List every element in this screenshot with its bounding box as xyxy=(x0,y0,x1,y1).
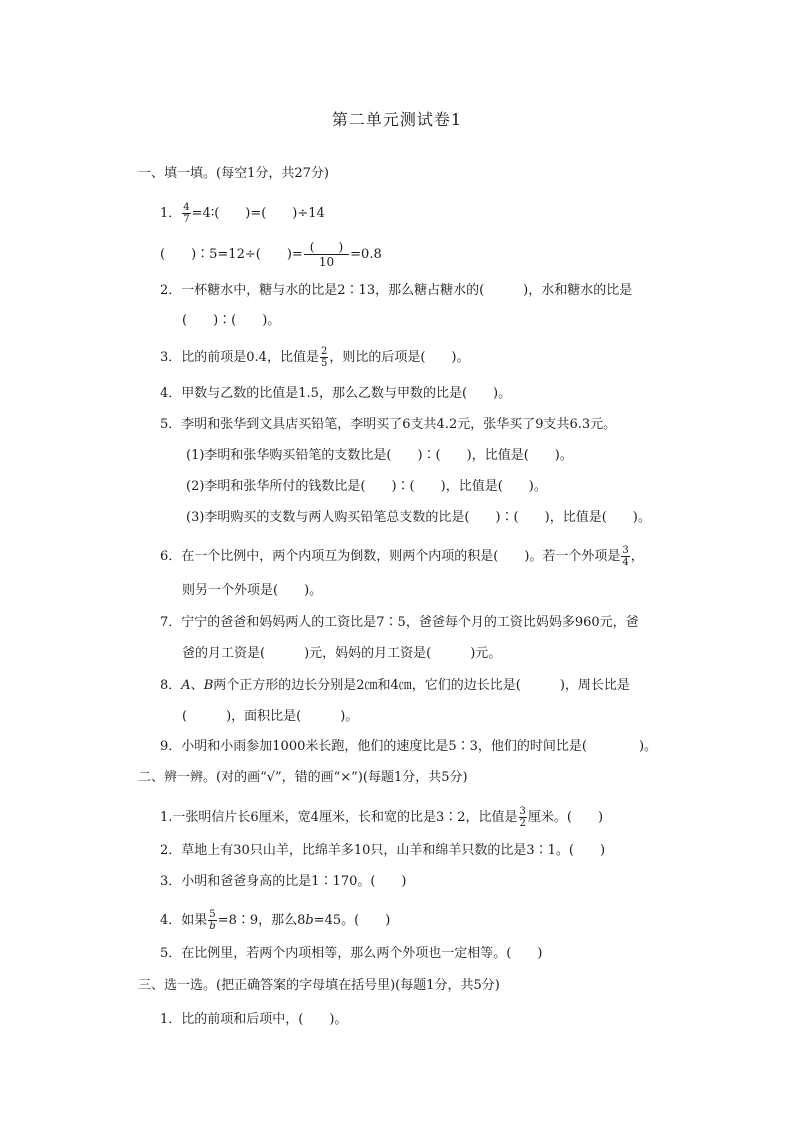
question-1-4: 4．甲数与乙数的比值是1.5，那么乙数与甲数的比是( )。 xyxy=(160,386,512,401)
question-1-5-sub-3: (3)李明购买的支数与两人购买铅笔总支数的比是( )∶( )，比值是( )。 xyxy=(186,510,651,525)
fraction-2-5: $\frac{2}{5}$ xyxy=(320,346,328,369)
question-1-1-line-1: 1． $\frac{4}{7}$ =4∶( )=( )÷14 xyxy=(160,202,325,225)
question-1-5-sub-2: (2)李明和张华所付的钱数比是( )∶( )，比值是( )。 xyxy=(186,479,547,494)
fraction-3-2: $\frac{3}{2}$ xyxy=(519,806,526,829)
question-1-1-line-2: ( )∶5=12÷( )= $\frac{( )}{10}$ =0.8 xyxy=(160,240,382,269)
question-1-5-sub-1: (1)李明和张华购买铅笔的支数比是( )∶( )，比值是( )。 xyxy=(186,448,573,463)
question-1-3: 3．比的前项是0.4，比值是 $\frac{2}{5}$ ，则比的后项是( )。 xyxy=(160,346,470,369)
question-1-7-line-2: 爸的月工资是( )元，妈妈的月工资是( )元。 xyxy=(182,646,502,661)
question-3-1: 1．比的前项和后项中，( )。 xyxy=(160,1012,348,1027)
question-2-3: 3．小明和爸爸身高的比是1∶170。( ) xyxy=(160,874,407,889)
question-2-2: 2．草地上有30只山羊，比绵羊多10只，山羊和绵羊只数的比是3∶1。( ) xyxy=(160,843,606,858)
section-3-heading: 三、选一选。(把正确答案的字母填在括号里)(每题1分，共5分) xyxy=(138,978,500,993)
fraction-blank-10: $\frac{( )}{10}$ xyxy=(304,240,349,269)
fraction-3-4: $\frac{3}{4}$ xyxy=(622,545,629,568)
question-1-2-line-1: 2．一杯糖水中，糖与水的比是2∶13，那么糖占糖水的( )，水和糖水的比是 xyxy=(160,283,633,298)
question-1-8-line-1: 8．A、B两个正方形的边长分别是2㎝和4㎝，它们的边长比是( )，周长比是 xyxy=(160,678,630,693)
section-1-heading: 一、填一填。(每空1分，共27分) xyxy=(138,166,329,181)
question-1-7-line-1: 7．宁宁的爸爸和妈妈两人的工资比是7∶5，爸爸每个月的工资比妈妈多960元，爸 xyxy=(160,615,639,630)
question-1-9: 9．小明和小雨参加1000米长跑，他们的速度比是5∶3，他们的时间比是( )。 xyxy=(160,739,658,754)
fraction-4-7: $\frac{4}{7}$ xyxy=(183,202,190,225)
question-1-6-line-1: 6．在一个比例中，两个内项互为倒数，则两个内项的积是( )。若一个外项是 $\frac{3}{4}$ ， xyxy=(160,545,644,568)
question-2-4: 4．如果 $\frac{5}{b}$ =8∶9，那么8b=45。( ) xyxy=(160,909,391,932)
section-2-heading: 二、辨一辨。(对的画“√”，错的画“×”)(每题1分，共5分) xyxy=(138,770,468,785)
fraction-5-b: $\frac{5}{b}$ xyxy=(209,909,216,932)
question-2-5: 5．在比例里，若两个内项相等，那么两个外项也一定相等。( ) xyxy=(160,946,543,961)
question-1-6-line-2: 则另一个外项是( )。 xyxy=(182,583,323,598)
page-title: 第二单元测试卷1 xyxy=(331,110,463,129)
question-2-1: 1.一张明信片长6厘米，宽4厘米，长和宽的比是3∶2，比值是 $\frac{3}{2}$ 厘米。( ) xyxy=(160,806,604,829)
question-1-5-stem: 5．李明和张华到文具店买铅笔，李明买了6支共4.2元，张华买了9支共6.3元。 xyxy=(160,417,617,432)
question-1-2-line-2: ( )∶( )。 xyxy=(182,313,281,328)
question-1-8-line-2: ( )，面积比是( )。 xyxy=(182,709,359,724)
